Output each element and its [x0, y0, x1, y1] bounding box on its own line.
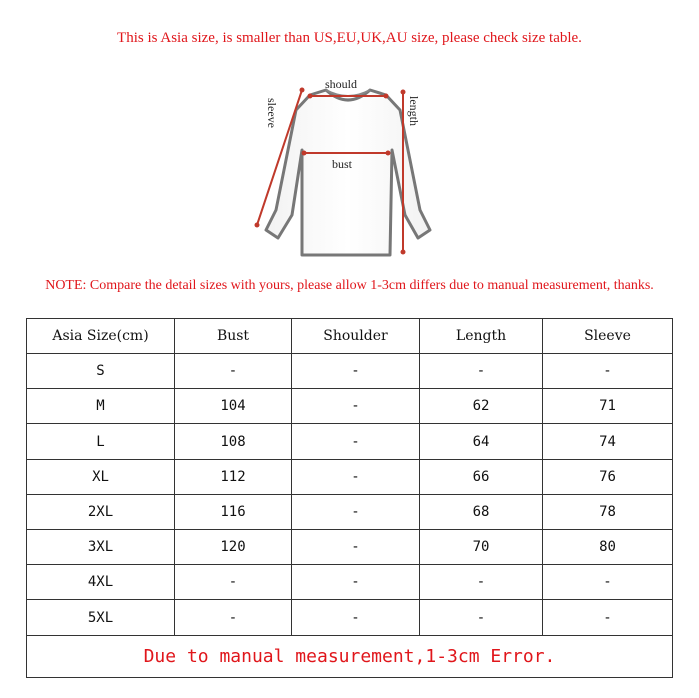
table-row: [27, 600, 673, 635]
header-shoulder: Shoulder: [292, 319, 420, 354]
table-row: [27, 459, 673, 494]
sleeve-cell: 71: [543, 389, 673, 424]
label-sleeve: sleeve: [265, 98, 279, 128]
length-cell: 64: [420, 424, 543, 459]
label-bust: bust: [332, 157, 353, 171]
size-cell: S: [27, 354, 175, 389]
size-cell: 4XL: [27, 565, 175, 600]
table-row: [27, 424, 673, 459]
sleeve-cell: -: [543, 354, 673, 389]
sleeve-cell: -: [543, 600, 673, 635]
size-cell: 3XL: [27, 530, 175, 565]
shoulder-cell: -: [292, 424, 420, 459]
size-cell: 2XL: [27, 494, 175, 529]
shoulder-cell: -: [292, 565, 420, 600]
error-note: Due to manual measurement,1-3cm Error.: [27, 635, 673, 677]
shoulder-cell: -: [292, 494, 420, 529]
table-footer-row: [27, 635, 673, 677]
table-row: [27, 354, 673, 389]
sleeve-cell: 80: [543, 530, 673, 565]
bust-cell: 116: [175, 494, 292, 529]
length-cell: 62: [420, 389, 543, 424]
header-note: This is Asia size, is smaller than US,EU,UK,AU size, please check size table.: [117, 30, 582, 46]
table-row: [27, 530, 673, 565]
bust-cell: 112: [175, 459, 292, 494]
bust-cell: -: [175, 600, 292, 635]
header-length: Length: [420, 319, 543, 354]
header-asia-size: Asia Size(cm): [27, 319, 175, 354]
length-cell: 66: [420, 459, 543, 494]
label-length: length: [407, 96, 421, 126]
size-cell: M: [27, 389, 175, 424]
bust-cell: 108: [175, 424, 292, 459]
sleeve-cell: 76: [543, 459, 673, 494]
garment-svg: [240, 70, 460, 270]
shoulder-cell: -: [292, 389, 420, 424]
length-cell: -: [420, 354, 543, 389]
shoulder-cell: -: [292, 459, 420, 494]
header-sleeve: Sleeve: [543, 319, 673, 354]
shoulder-cell: -: [292, 354, 420, 389]
shoulder-cell: -: [292, 600, 420, 635]
bust-cell: 104: [175, 389, 292, 424]
bust-cell: 120: [175, 530, 292, 565]
header-bust: Bust: [175, 319, 292, 354]
sleeve-cell: 78: [543, 494, 673, 529]
length-cell: -: [420, 600, 543, 635]
table-row: [27, 494, 673, 529]
size-cell: XL: [27, 459, 175, 494]
measurement-note: NOTE: Compare the detail sizes with yours, please allow 1-3cm differs due to manual measurement, thanks.: [45, 278, 654, 293]
label-shoulder: should: [325, 77, 358, 91]
bust-cell: -: [175, 354, 292, 389]
sleeve-cell: -: [543, 565, 673, 600]
size-cell: 5XL: [27, 600, 175, 635]
shoulder-cell: -: [292, 530, 420, 565]
size-cell: L: [27, 424, 175, 459]
table-row: [27, 565, 673, 600]
table-header-row: [27, 319, 673, 354]
length-cell: 68: [420, 494, 543, 529]
garment-outline: [266, 90, 430, 255]
sleeve-cell: 74: [543, 424, 673, 459]
table-row: [27, 389, 673, 424]
size-table: [26, 318, 673, 678]
length-cell: -: [420, 565, 543, 600]
garment-diagram: [240, 70, 460, 270]
bust-cell: -: [175, 565, 292, 600]
length-cell: 70: [420, 530, 543, 565]
